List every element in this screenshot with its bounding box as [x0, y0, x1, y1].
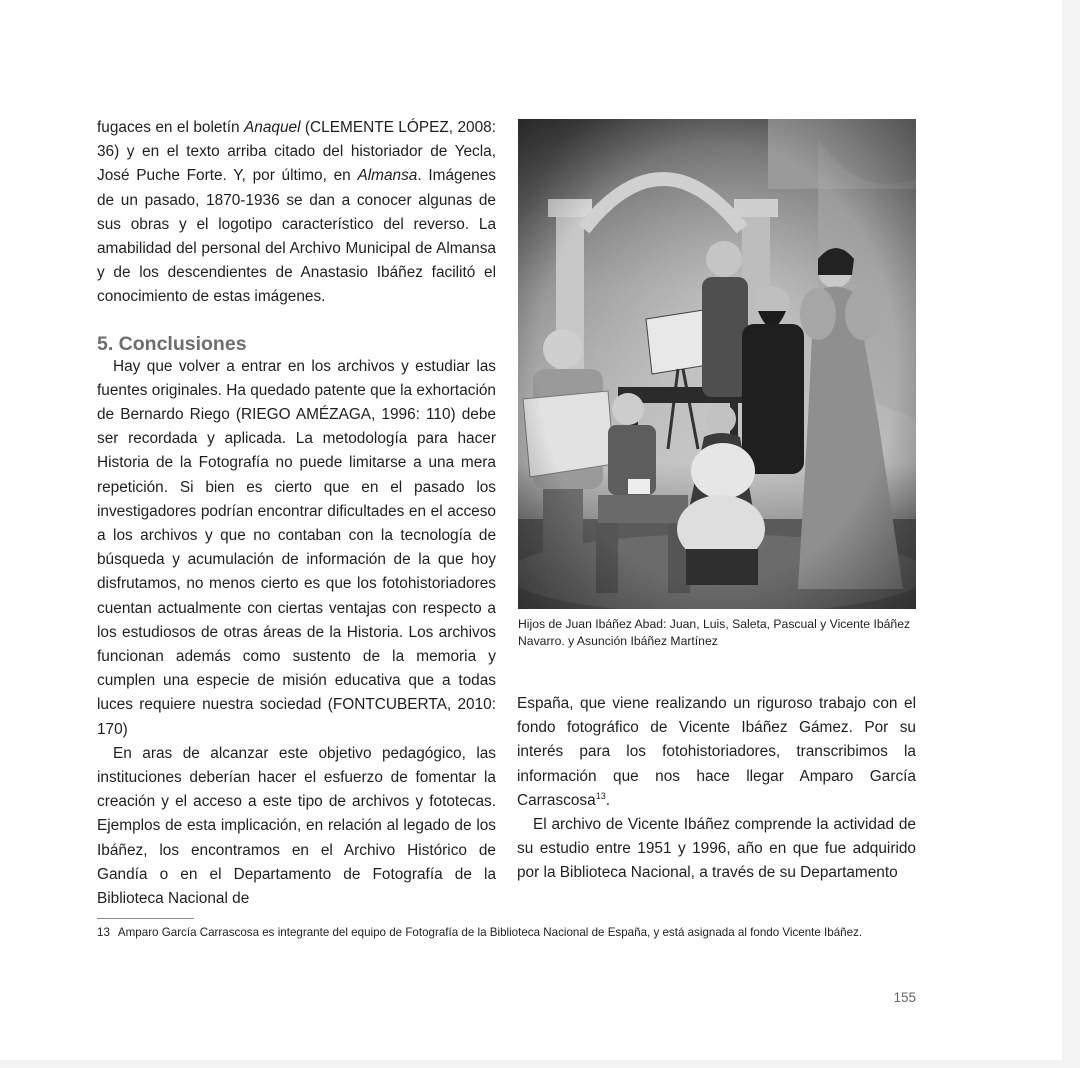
footnote-reference[interactable]: 13 [595, 790, 606, 801]
footnote-separator [97, 918, 194, 919]
text-run: . Imágenes de un pasado, 1870-1936 se dan a conocer algunas de sus obras y el logotipo característico del reverso. La amabilidad del personal del Archivo Municipal de Almansa y de los descendientes de Anastasio Ibáñez facilitó el conocimiento de estas imágenes. [97, 167, 496, 306]
footnote-number: 13 [97, 926, 110, 939]
italic-title-almansa: Almansa [357, 167, 418, 185]
italic-title-anaquel: Anaquel [244, 119, 301, 136]
figure-caption: Hijos de Juan Ibáñez Abad: Juan, Luis, Saleta, Pascual y Vicente Ibáñez Navarro. y Asunción Ibáñez Martínez [518, 617, 911, 648]
text-run: España, que viene realizando un riguroso trabajo con el fondo fotográfico de Vicente Ibáñez Gámez. Por su interés para los fotohistoriadores, transcribimos la información que nos hace llegar Amparo García Carrascosa [517, 695, 916, 809]
page-number: 155 [893, 990, 916, 1005]
family-photograph [518, 119, 916, 609]
section-heading: 5. Conclusiones [97, 332, 247, 355]
text-run: (CLEMENTE LÓPEZ, 2008: 36) y en el texto arriba citado del historiador de Yecla, José Puche Forte. Y, por último, en [97, 119, 496, 185]
footnote-text: Amparo García Carrascosa es integrante del equipo de Fotografía de la Biblioteca Nacional de España, y está asignada al fondo Vicente Ibáñez. [117, 926, 863, 939]
text-run: fugaces en el boletín [97, 119, 244, 136]
conclusions-paragraph: Hay que volver a entrar en los archivos y estudiar las fuentes originales. Ha quedado patente que la exhortación de Bernardo Riego (RIEGO AMÉZAGA, 1996: 110) debe ser recordada y aplicada. La metodología para hacer Historia de la Fotografía no puede limitarse a una mera repetición. Si bien es cierto que en el pasado los investigadores podrían encontrar dificultades en el acceso a los archivos y que no contaban con la tecnología de búsqueda y acumulación de información de la que hoy disfrutamos, no menos cierto es que los fotohistoriadores cuentan actualmente con ciertas ventajas con respecto a los estudiosos de otras áreas de la Historia. Los archivos funcionan además como sustento de la memoria y cumplen una especie de misión educativa que a todas luces requiere nuestra sociedad (FONTCUBERTA, 2010: 170) [97, 357, 496, 738]
right-paragraph-2: El archivo de Vicente Ibáñez comprende la actividad de su estudio entre 1951 y 1996, año en que fue adquirido por la Biblioteca Nacional, a través de su Departamento [517, 816, 916, 882]
footnote [97, 925, 927, 941]
institutions-paragraph: En aras de alcanzar este objetivo pedagógico, las instituciones deberían hacer el esfuerzo de fomentar la creación y el acceso a este tipo de archivos y fototecas. Ejemplos de esta implicación, en relación al legado de los Ibáñez, los encontramos en el Archivo Histórico de Gandía o en el Departamento de Fotografía de la Biblioteca Nacional de [97, 744, 496, 908]
right-column [517, 692, 916, 886]
right-paragraph-1 [517, 692, 916, 813]
text-run: . [605, 791, 610, 809]
intro-paragraph [97, 116, 496, 310]
left-column [97, 116, 496, 911]
